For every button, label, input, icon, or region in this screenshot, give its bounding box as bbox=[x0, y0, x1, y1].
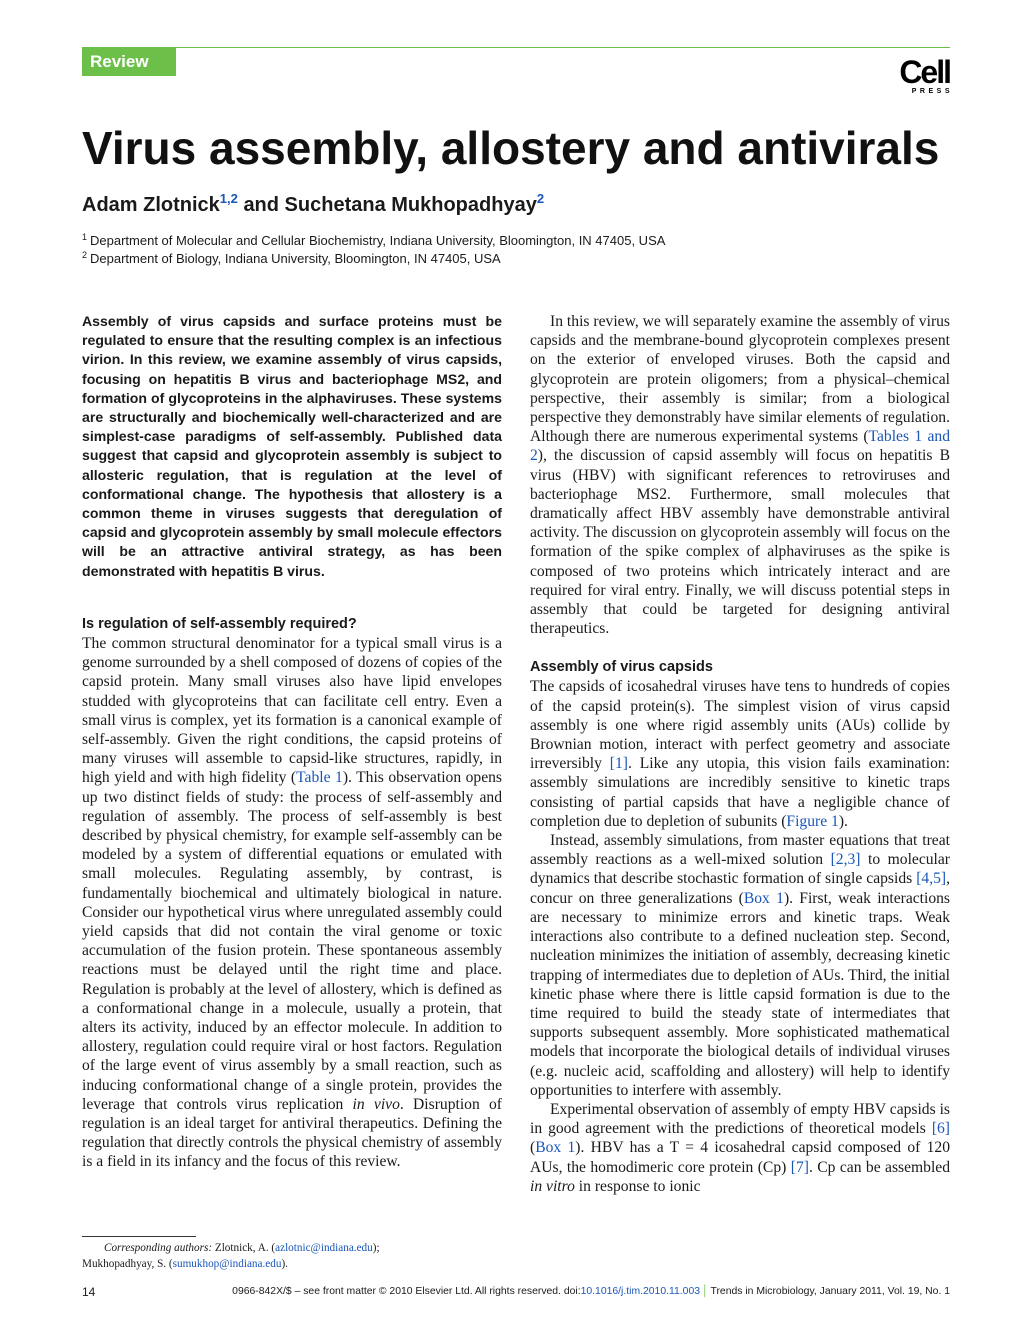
affiliation-text: Department of Biology, Indiana University, Bloomington, IN 47405, USA bbox=[90, 251, 501, 266]
doi-link[interactable]: 10.1016/j.tim.2010.11.003 bbox=[580, 1286, 700, 1297]
affiliation-marker[interactable]: 2 bbox=[536, 191, 545, 206]
affiliation-text: Department of Molecular and Cellular Biochemistry, Indiana University, Bloomington, IN 47405, USA bbox=[90, 233, 666, 248]
body-paragraph: Instead, assembly simulations, from master equations that treat assembly reactions as a well-mixed solution [2,3] to molecular dynamics that describe stochastic formation of single capsids [4,5], concur on three generalizations (Box 1). First, weak interactions are necessary to minimize errors and kinetic traps. Weak interactions also contribute to a defined nucleation step. Second, nucleation minimizes the initiation of assembly, decreasing kinetic trapping of intermediates due to depletion of AUs. Third, the initial kinetic phase where there is little capsid formation is due to the time required to build the steady state of intermediates that supports subsequent assembly. More sophisticated mathematical models that incorporate the biological details of individual viruses (e.g. nucleic acid, scaffolding and allostery) will help to identify opportunities to interfere with assembly. bbox=[530, 832, 950, 1099]
logo-subtitle: PRESS bbox=[911, 88, 953, 95]
footnote-rule bbox=[82, 1236, 196, 1237]
footer-citation: 0966-842X/$ – see front matter © 2010 Elsevier Ltd. All rights reserved. doi:10.1016/j.tim.2010.11.003 │ Trends in Microbiology, January 2011, Vol. 19, No. 1 bbox=[232, 1286, 950, 1297]
left-section bbox=[82, 615, 502, 1172]
abstract: Assembly of virus capsids and surface proteins must be regulated to ensure that the resulting complex is an infectious virion. In this review, we examine assembly of virus capsids, focusing on hepatitis B virus and bacteriophage MS2, and formation of glycoproteins in the alphaviruses. These systems are structurally and biochemically well-characterized and are simplest-case paradigms of self-assembly. Published data suggest that capsid and glycoprotein assembly is subject to allosteric regulation, that is regulation at the level of conformational change. The hypothesis that allostery is a common theme in viruses suggests that deregulation of capsid and glycoprotein assembly by small molecule effectors will be an attractive antiviral strategy, as has been demonstrated with hepatitis B virus. bbox=[82, 313, 502, 579]
corresponding-authors-footnote: Corresponding authors: Zlotnick, A. (azlotnic@indiana.edu); Mukhopadhyay, S. (sumukhop@indiana.edu). bbox=[82, 1242, 380, 1270]
email-link[interactable]: sumukhop@indiana.edu bbox=[172, 1258, 282, 1270]
cell-press-logo bbox=[888, 54, 953, 96]
figure-link[interactable]: Figure 1 bbox=[786, 812, 839, 830]
table-link[interactable]: Table 1 bbox=[296, 769, 343, 787]
author-line bbox=[82, 192, 544, 218]
section-badge: Review bbox=[82, 47, 176, 76]
reference-link[interactable]: [1] bbox=[609, 755, 628, 773]
tables-link[interactable]: Tables 1 and 2 bbox=[530, 428, 950, 465]
logo-wordmark: Cell bbox=[899, 54, 950, 90]
body-paragraph: Experimental observation of assembly of empty HBV capsids is in good agreement with the predictions of theoretical models [6] (Box 1). HBV has a T = 4 icosahedral capsid composed of 120 AUs, the homodimeric core protein (Cp) [7]. Cp can be assembled in vitro in response to ionic bbox=[530, 1100, 950, 1195]
reference-link[interactable]: [4,5] bbox=[916, 870, 947, 888]
reference-link[interactable]: [6] bbox=[931, 1120, 950, 1138]
section-heading: Assembly of virus capsids bbox=[530, 659, 713, 676]
reference-link[interactable]: [2,3] bbox=[830, 851, 861, 869]
article-title: Virus assembly, allostery and antivirals bbox=[82, 122, 940, 174]
affiliation-marker[interactable]: 1,2 bbox=[219, 191, 238, 206]
page-number: 14 bbox=[82, 1285, 96, 1299]
reference-link[interactable]: [7] bbox=[790, 1158, 809, 1176]
affiliation-1 bbox=[82, 232, 665, 249]
author-name: Adam Zlotnick bbox=[82, 194, 220, 216]
email-link[interactable]: azlotnic@indiana.edu bbox=[275, 1242, 373, 1254]
body-paragraph: The capsids of icosahedral viruses have tens to hundreds of copies of the capsid protein(s). The simplest vision of virus capsid assembly is one where rigid assembly units (AUs) collide by Brownian motion, interact with perfect geometry and associate irreversibly [1]. Like any utopia, this vision fails examination: assembly simulations are incredibly sensitive to kinetic traps consisting of partial capsids that have a negligible chance of completion due to depletion of subunits (Figure 1). bbox=[530, 678, 950, 830]
author-name: and Suchetana Mukhopadhyay bbox=[243, 194, 537, 216]
section-heading: Is regulation of self-assembly required? bbox=[82, 616, 357, 632]
affiliation-number: 1 bbox=[82, 232, 88, 242]
box-link[interactable]: Box 1 bbox=[743, 889, 784, 907]
affiliation-2 bbox=[82, 250, 501, 267]
body-paragraph: The common structural denominator for a typical small virus is a genome surrounded by a shell composed of dozens of copies of the capsid protein. Many small viruses also have lipid envelopes studded with glycoproteins that can facilitate cell entry. Even a small virus is complex, yet its formation is a canonical example of self-assembly. Given the right conditions, the capsid proteins of many viruses will assemble to capsid-like structures, rapidly, in high yield and with high fidelity (Table 1). This observation opens up two distinct fields of study: the process of self-assembly and regulation of assembly. The process of self-assembly is best described by physical chemistry, for example self-assembly can be modeled by a system of differential equations or emulated with small molecules. Regulating assembly, by contrast, is fundamentally biochemical and ultimately biological in nature. Consider our hypothetical virus where unregulated assembly could yield capsids that did not contain the viral genome or toxic accumulation of the fusion protein. These spontaneous assembly reactions must be delayed until the right time and place. Regulation is probably at the level of allostery, which is defined as a conformational change in a molecule, usually a protein, that alters its activity, induced by an effector molecule. In addition to allostery, regulation could require viral or host factors. Regulation of the large event of virus assembly by a small reaction, such as inducing conformational change of a single protein, provides the leverage that controls virus replication in vivo. Disruption of regulation is an ideal target for antiviral therapeutics. Defining the regulation that directly controls the physical chemistry of assembly is a field in its infancy and the focus of this review. bbox=[82, 635, 502, 1171]
right-column bbox=[530, 312, 950, 1196]
body-paragraph: In this review, we will separately examine the assembly of virus capsids and the membrane-bound glycoprotein complexes present on the exterior of enveloped viruses. Both the capsid and glycoprotein are protein oligomers; from a physical–chemical perspective, their assembly is similar; from a biological perspective they demonstrably have similar elements of regulation. Although there are numerous experimental systems (Tables 1 and 2), the discussion of capsid assembly will focus on hepatitis B virus (HBV) with significant references to retroviruses and bacteriophage MS2. Furthermore, small molecules that dramatically affect HBV assembly have demonstrable antiviral activity. The discussion on glycoprotein assembly will focus on the formation of the spike complex of alphaviruses as the spike is composed of two proteins which intricately interact and are required for viral entry. Finally, we will discuss potential steps in assembly that could be targeted for designing antiviral therapeutics. bbox=[530, 313, 950, 638]
header-rule bbox=[82, 47, 950, 48]
affiliation-number: 2 bbox=[82, 250, 88, 260]
box-link[interactable]: Box 1 bbox=[535, 1139, 576, 1157]
